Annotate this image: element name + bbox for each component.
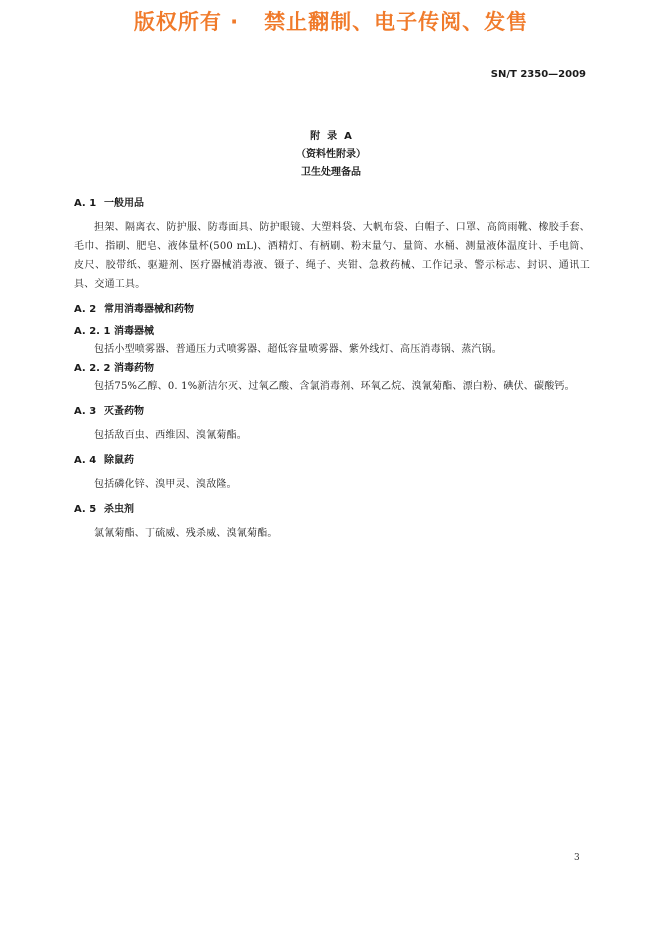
section-number: A. 2. 2 (74, 363, 111, 374)
section-number: A. 1 (74, 198, 97, 209)
annex-body (74, 196, 590, 543)
section-heading-a5 (74, 502, 590, 518)
section-title: 消毒药物 (114, 363, 154, 374)
section-number: A. 4 (74, 455, 97, 466)
standard-code: SN/T 2350—2009 (490, 69, 586, 80)
section-title: 灭蚤药物 (104, 406, 144, 417)
section-heading-a1 (74, 196, 590, 212)
copyright-banner: 版权所有 · 禁止翻制、电子传阅、发售 (133, 10, 529, 34)
section-title: 常用消毒器械和药物 (104, 304, 194, 315)
section-number: A. 5 (74, 504, 97, 515)
section-heading-a22 (74, 361, 590, 377)
section-text-a3: 包括敌百虫、西维因、溴氰菊酯。 (94, 430, 247, 441)
annex-name: 卫生处理备品 (301, 167, 361, 178)
section-heading-a21 (74, 324, 590, 340)
section-number: A. 2. 1 (74, 326, 111, 337)
section-title: 除鼠药 (104, 455, 134, 466)
section-title: 杀虫剂 (104, 504, 134, 515)
annex-title: 附 录 A (310, 131, 352, 142)
page-number: 3 (574, 853, 580, 863)
section-text-a5: 氯氰菊酯、丁硫威、残杀威、溴氰菊酯。 (94, 528, 278, 539)
annex-type: （资料性附录） (296, 149, 366, 160)
section-heading-a3 (74, 404, 590, 420)
section-title: 消毒器械 (114, 326, 154, 337)
section-text-a21: 包括小型喷雾器、普通压力式喷雾器、超低容量喷雾器、紫外线灯、高压消毒锅、蒸汽锅。 (94, 344, 502, 355)
annex-heading (0, 128, 662, 182)
section-number: A. 3 (74, 406, 97, 417)
section-text-a22: 包括75%乙醇、0. 1%新洁尔灭、过氧乙酸、含氯消毒剂、环氧乙烷、溴氰菊酯、漂白粉、碘伏、碳酸钙。 (94, 381, 575, 392)
section-heading-a2 (74, 302, 590, 318)
section-number: A. 2 (74, 304, 97, 315)
section-heading-a4 (74, 453, 590, 469)
section-text-a4: 包括磷化锌、溴甲灵、溴敌隆。 (94, 479, 237, 490)
section-text-a1: 担架、隔离衣、防护服、防毒面具、防护眼镜、大塑料袋、大帆布袋、白帽子、口罩、高筒雨靴、橡胶手套、毛巾、指刷、肥皂、液体量杯(500 mL)、酒精灯、有柄刷、粉末量勺、量筒、水桶、测量液体温度计、手电筒、皮尺、胶带纸、驱避剂、医疗器械消毒液、镊子、绳子、夹钳、急救药械、工作记录、警示标志、封识、通讯工具、交通工具。 (74, 222, 590, 290)
section-title: 一般用品 (104, 198, 144, 209)
